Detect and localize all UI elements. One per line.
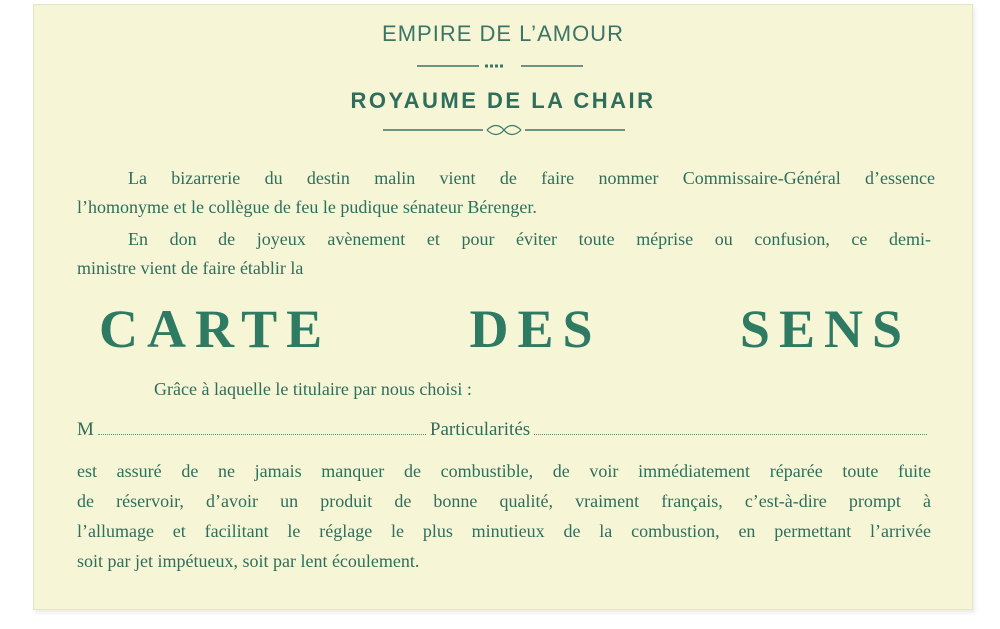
postcard [33,4,973,610]
paragraph-1-line-2: l’homonyme et le collègue de feu le pudique sénateur Bérenger. [77,197,537,217]
paragraph-1-line-1: La bizarrerie du destin malin vient de faire nommer Commissaire-Général d’essence [128,168,935,188]
field-m-blank[interactable] [98,418,426,435]
field-m-label: M [77,419,94,440]
divider-ornament-bottom [383,124,625,136]
heading-royaume: ROYAUME DE LA CHAIR [350,88,656,113]
paragraph-3-line-1: est assuré de ne jamais manquer de combustible, de voir immédiatement réparée toute fuite [77,461,931,481]
card-title-text: CARTE DES SENS [99,299,911,359]
card-title [99,298,911,360]
divider-ornament-top [417,64,583,68]
grace-line: Grâce à laquelle le titulaire par nous choisi : [154,379,472,399]
paragraph-2-line-2: ministre vient de faire établir la [77,258,304,278]
holder-fields-row [77,418,931,442]
paragraph-2-line-1: En don de joyeux avènement et pour éviter toute méprise ou confusion, ce demi- [128,229,931,249]
paragraph-3-line-2: de réservoir, d’avoir un produit de bonne qualité, vraiment français, c’est-à-dire prompt à [77,491,931,511]
heading-empire: EMPIRE DE L’AMOUR [382,21,624,46]
field-particularites-blank[interactable] [534,418,927,435]
paragraph-3-line-3: l’allumage et facilitant le réglage le plus minutieux de la combustion, en permettant l’arrivée [77,521,931,541]
field-particularites-label: Particularités [429,419,531,440]
paragraph-3-line-4: soit par jet impétueux, soit par lent écoulement. [77,551,420,571]
